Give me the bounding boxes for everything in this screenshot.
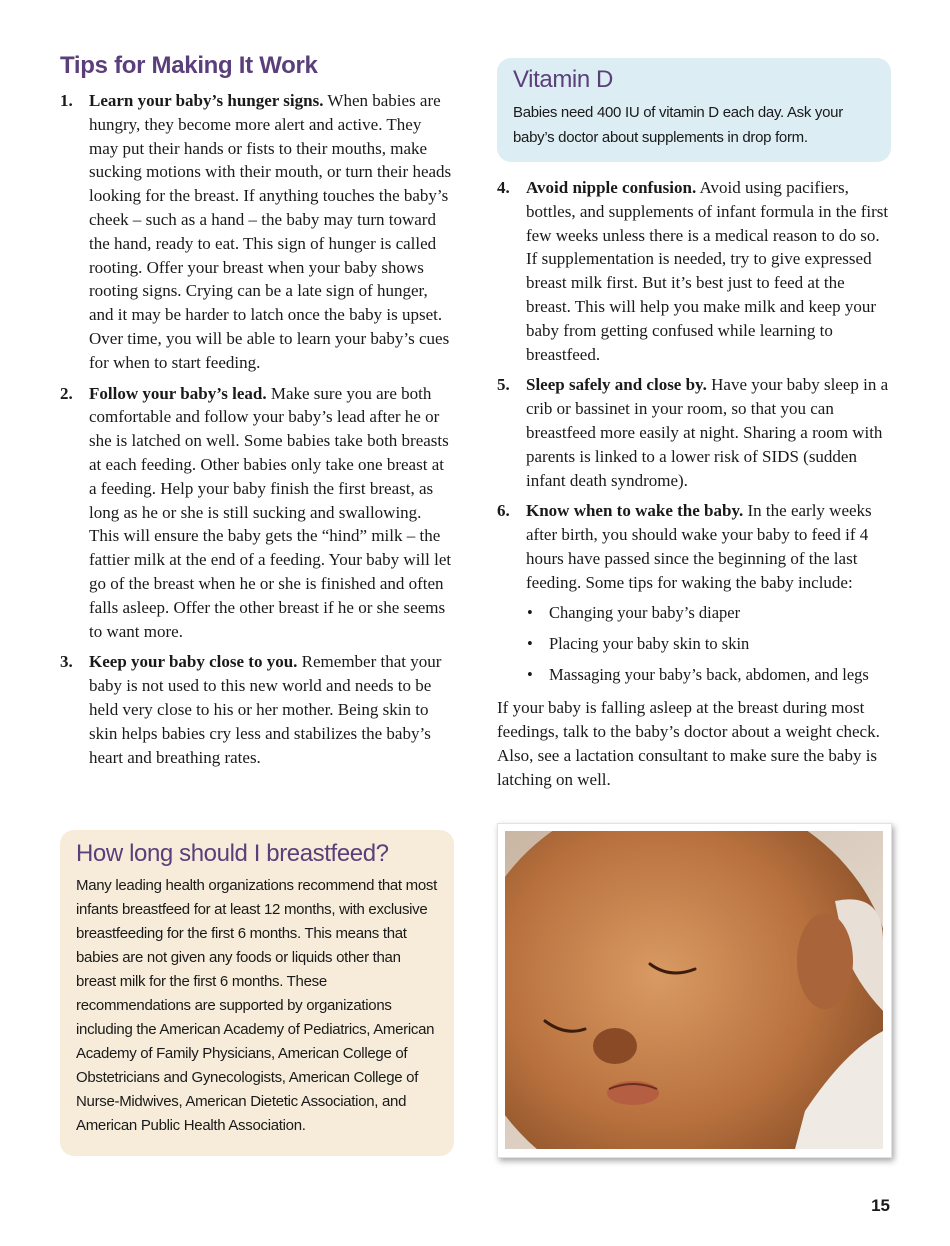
left-column bbox=[60, 52, 452, 776]
tips-list-left bbox=[60, 89, 452, 769]
tip-body: Remember that your baby is not used to this new world and needs to be held very close to his or her mother. Being skin to skin helps babies cry less and stabilizes the baby’s heart and breathing rates. bbox=[89, 652, 442, 767]
tip-body: In the early weeks after birth, you should wake your baby to feed if 4 hours have passed since the beginning of the last feeding. Some tips for waking the baby include: bbox=[526, 501, 872, 592]
list-item bbox=[497, 176, 891, 366]
tips-list-right bbox=[497, 176, 891, 595]
bullet-item: • Massaging your baby’s back, abdomen, and legs bbox=[527, 664, 891, 686]
closing-paragraph: If your baby is falling asleep at the breast during most feedings, talk to the baby’s doctor about a weight check. Also, see a lactation consultant to make sure the baby is latching on well. bbox=[497, 697, 880, 789]
tip-number: 2. bbox=[60, 383, 73, 403]
list-item bbox=[60, 89, 452, 375]
wake-tips-list bbox=[497, 602, 891, 686]
tip-lead: Keep your baby close to you. bbox=[89, 652, 298, 672]
tip-number: 1. bbox=[60, 91, 73, 110]
vitamin-d-callout bbox=[497, 58, 891, 162]
list-item bbox=[60, 650, 452, 769]
tip-body: When babies are hungry, they become more alert and active. They may put their hands or fists to their mouths, make sucking motions with their mouth, or turn their heads looking for the breast. If anything touches the baby’s cheek – such as a hand – the baby may turn toward the hand, ready to eat. This sign of hunger is called rooting. Offer your breast when your baby shows rooting signs. Crying can be a late sign of hunger, and it may be harder to latch once the baby is upset. Over time, you will be able to learn your baby’s cues for when to start feeding. bbox=[89, 91, 452, 372]
page-number: 15 bbox=[871, 1196, 890, 1215]
callout-title: Vitamin D bbox=[513, 66, 613, 93]
tip-number: 3. bbox=[60, 652, 73, 672]
tip-number: 6. bbox=[497, 501, 510, 521]
tip-body: Avoid using pacifiers, bottles, and supplements of infant formula in the first few weeks unless there is a medical reason to do so. If supplementation is needed, try to give expressed breast milk first. But it’s best just to feed at the breast. This will help you make milk and keep your baby from getting confused while learning to breastfeed. bbox=[526, 178, 889, 364]
tip-body: Make sure you are both comfortable and follow your baby’s lead after he or she is latched on well. Some babies take both breasts at each feeding. Other babies only take one breast at a feeding. Help your baby finish the first breast, as long as he or she is still sucking and swallowing. This will ensure the baby gets the “hind” milk – the fattier milk at the end of a feeding. Your baby will let go of the breast when he or she is finished and often falls asleep. Offer the other breast if he or she seems to want more. bbox=[89, 383, 452, 641]
right-column bbox=[497, 58, 891, 792]
tip-lead: Know when to wake the baby. bbox=[526, 501, 744, 521]
section-title: Tips for Making It Work bbox=[60, 52, 318, 79]
callout-text: Babies need 400 IU of vitamin D each day. Ask your baby’s doctor about supplements in drop form. bbox=[513, 104, 843, 146]
callout-text: Many leading health organizations recommend that most infants breastfeed for at least 12 months, with exclusive breastfeeding for the first 6 months. This means that babies are not given any foods or liquids other than breast milk for the first 6 months. These recommendations are supported by organizations including the American Academy of Pediatrics, American Academy of Family Physicians, American College of Obstetricians and Gynecologists, American College of Nurse-Midwives, American Dietetic Association, and American Public Health Association. bbox=[76, 877, 437, 1134]
breastfeed-duration-callout bbox=[60, 830, 454, 1156]
baby-illustration bbox=[505, 831, 883, 1149]
tip-lead: Avoid nipple confusion. bbox=[526, 178, 697, 197]
sleeping-baby-photo bbox=[497, 823, 892, 1158]
list-item bbox=[497, 499, 891, 594]
tip-number: 4. bbox=[497, 178, 510, 197]
callout-title: How long should I breastfeed? bbox=[76, 840, 389, 867]
tip-lead: Learn your baby’s hunger signs. bbox=[89, 91, 324, 110]
bullet-item: • Changing your baby’s diaper bbox=[527, 602, 891, 624]
tip-body: Have your baby sleep in a crib or bassinet in your room, so that you can breastfeed more easily at night. Sharing a room with parents is linked to a lower risk of SIDS (sudden infant death syndrome). bbox=[526, 375, 889, 490]
tip-number: 5. bbox=[497, 375, 510, 395]
list-item bbox=[60, 382, 452, 644]
tip-lead: Follow your baby’s lead. bbox=[89, 383, 267, 403]
tip-lead: Sleep safely and close by. bbox=[526, 375, 707, 395]
bullet-item: • Placing your baby skin to skin bbox=[527, 633, 891, 655]
list-item bbox=[497, 373, 891, 492]
